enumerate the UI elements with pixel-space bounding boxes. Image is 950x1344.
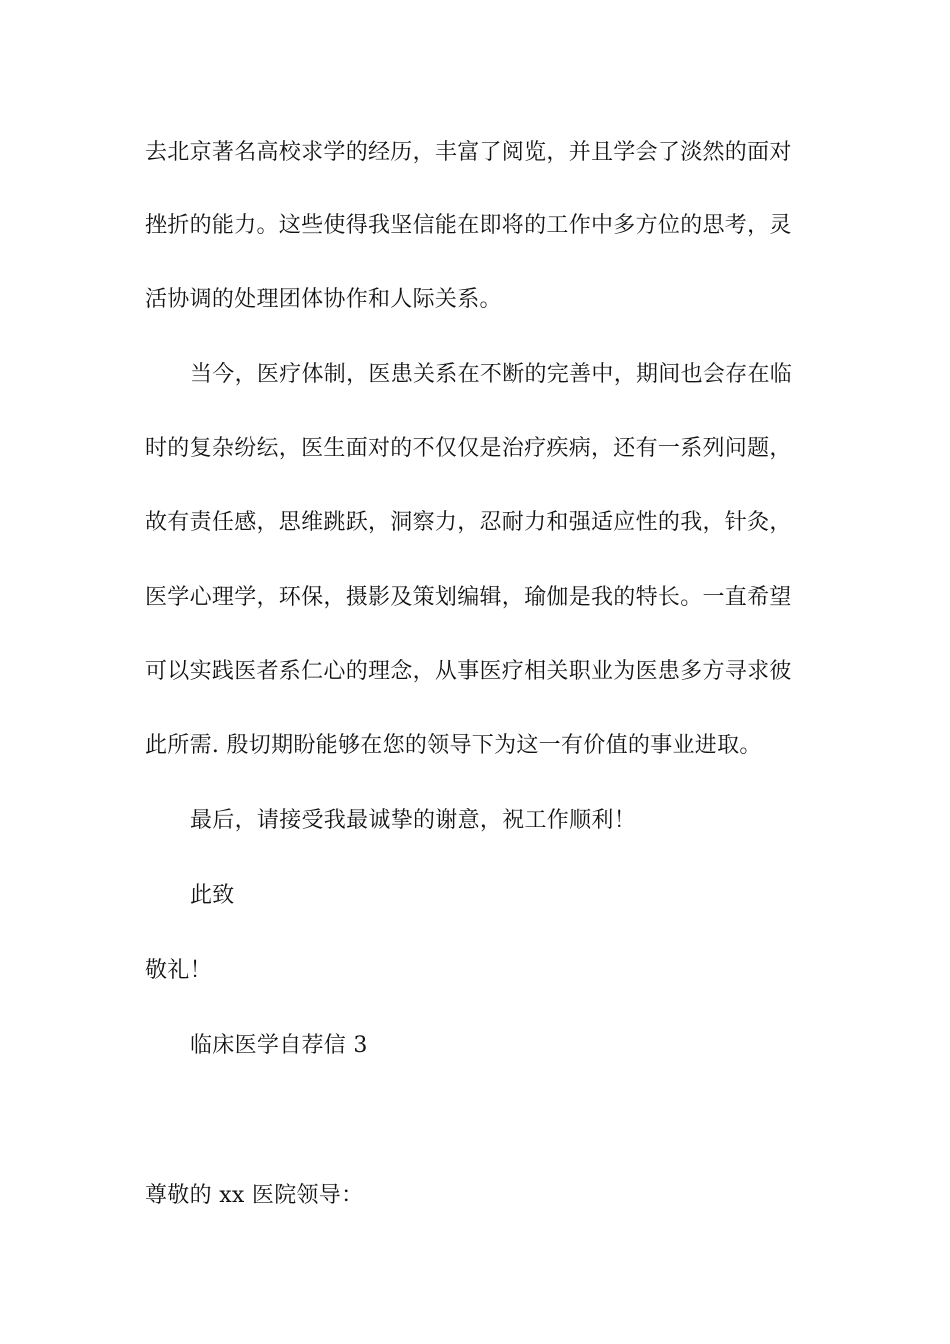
paragraph-line: 活协调的处理团体协作和人际关系。 [145, 287, 502, 312]
paragraph-line: 此所需. 殷切期盼能够在您的领导下为这一有价值的事业进取。 [145, 733, 762, 758]
salutation-respect: 敬礼！ [145, 958, 212, 983]
closing-wish: 最后，请接受我最诚挚的谢意，祝工作顺利！ [190, 808, 637, 833]
paragraph-line: 去北京著名高校求学的经历，丰富了阅览，并且学会了淡然的面对 [145, 140, 792, 165]
paragraph-line: 可以实践医者系仁心的理念，从事医疗相关职业为医患多方寻求彼 [145, 659, 792, 684]
paragraph-line: 挫折的能力。这些使得我坚信能在即将的工作中多方位的思考，灵 [145, 213, 792, 238]
paragraph-line: 故有责任感，思维跳跃，洞察力，忍耐力和强适应性的我，针灸， [145, 510, 792, 535]
paragraph-line: 当今，医疗体制，医患关系在不断的完善中，期间也会存在临 [190, 362, 793, 387]
salutation-closing: 此致 [190, 883, 235, 908]
paragraph-line: 时的复杂纷纭，医生面对的不仅仅是治疗疾病，还有一系列问题， [145, 436, 792, 461]
paragraph-line: 医学心理学，环保，摄影及策划编辑，瑜伽是我的特长。一直希望 [145, 585, 792, 610]
section-title: 临床医学自荐信 3 [190, 1033, 368, 1058]
letter-greeting: 尊敬的 xx 医院领导： [145, 1183, 364, 1208]
